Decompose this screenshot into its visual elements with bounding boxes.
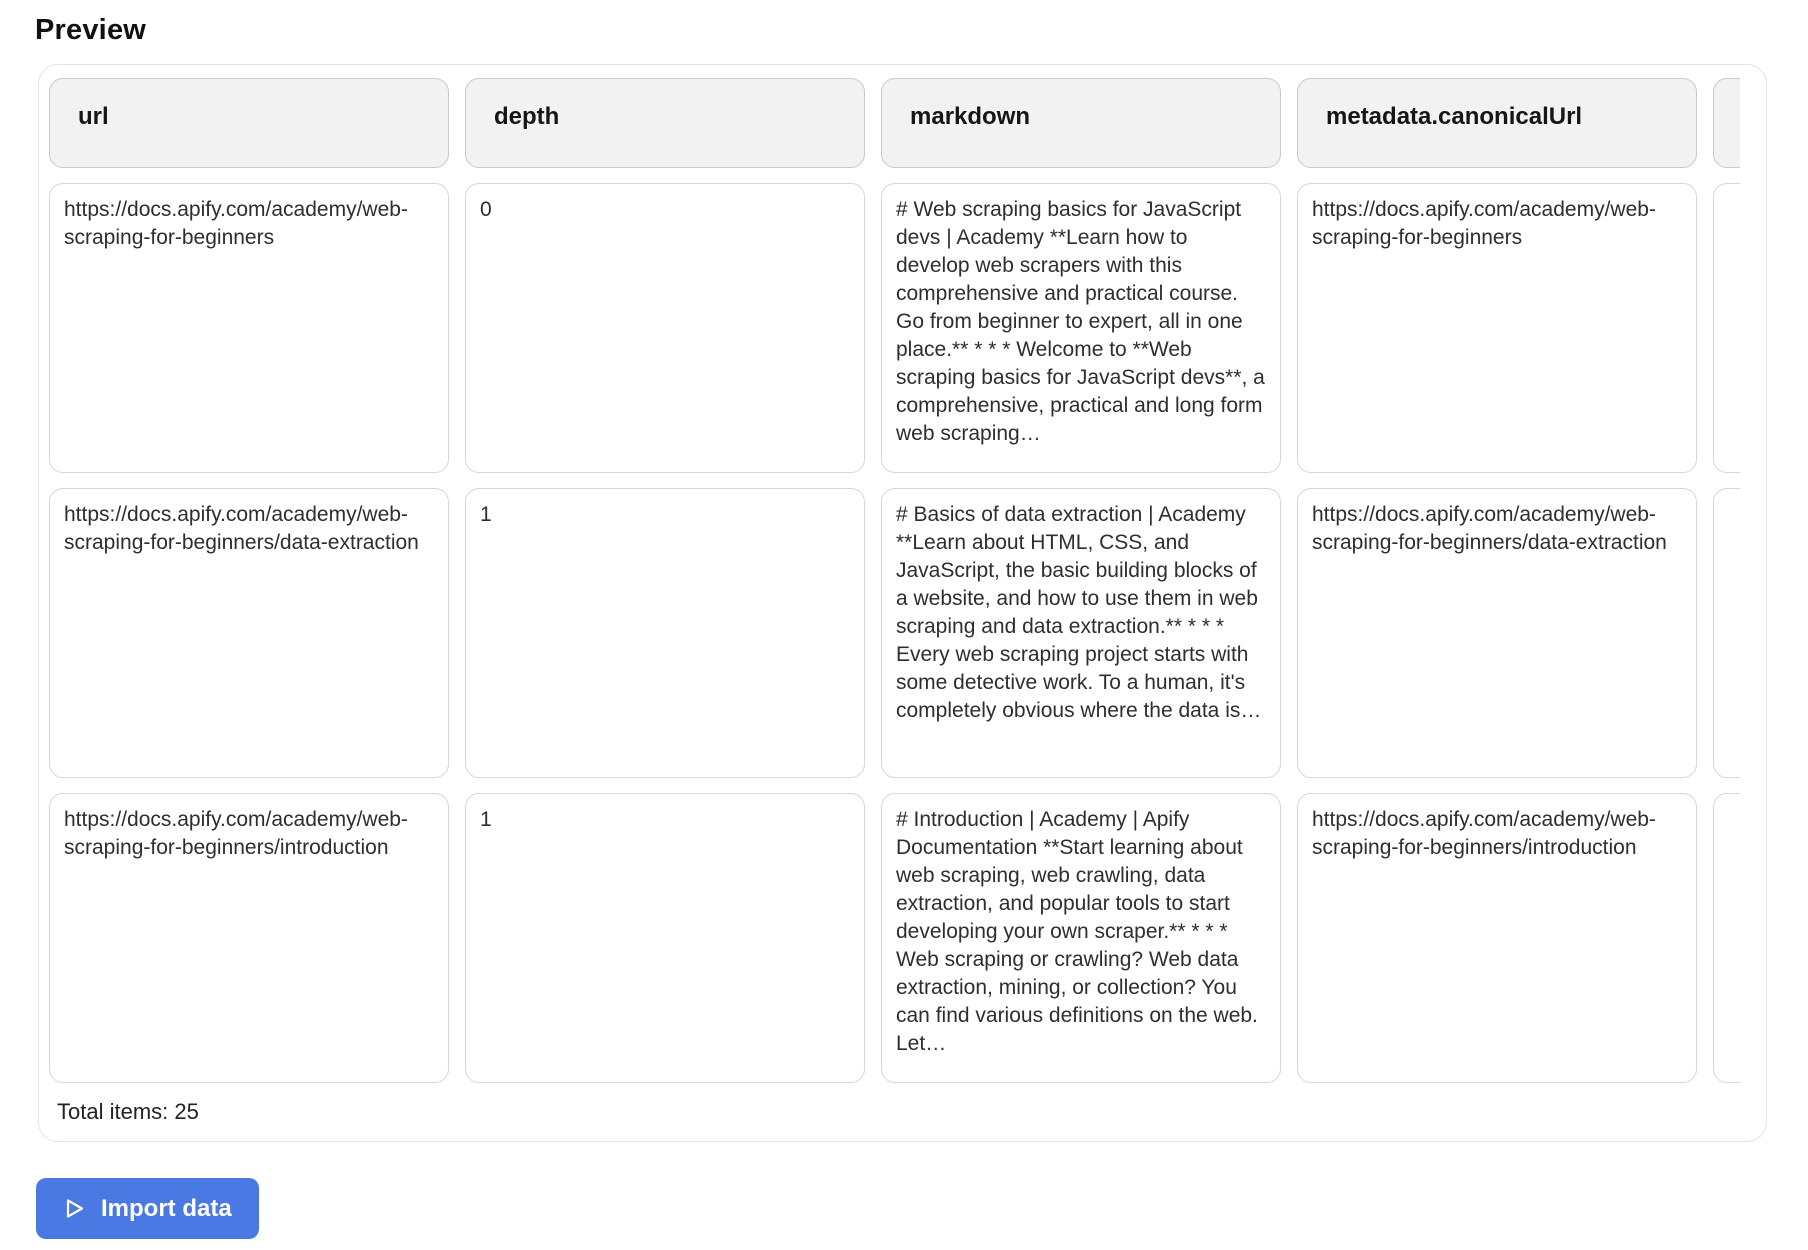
preview-panel bbox=[38, 64, 1767, 1142]
cell-url-row1: https://docs.apify.com/academy/web-scraping-for-beginners bbox=[49, 183, 449, 473]
preview-table-clip bbox=[49, 78, 1740, 1083]
total-items bbox=[57, 1099, 1740, 1125]
play-icon bbox=[63, 1197, 86, 1220]
cell-depth-row3: 1 bbox=[465, 793, 865, 1083]
cell-url-row2: https://docs.apify.com/academy/web-scraping-for-beginners/data-extraction bbox=[49, 488, 449, 778]
cell-markdown-row1: # Web scraping basics for JavaScript devs | Academy **Learn how to develop web scrapers with this comprehensive and practical course. Go from beginner to expert, all in one place.** * * * Welcome to **Web scraping basics for JavaScript devs**, a comprehensive, practical and long form web scraping… bbox=[881, 183, 1281, 473]
cell-markdown-row2: # Basics of data extraction | Academy **Learn about HTML, CSS, and JavaScript, the basic building blocks of a website, and how to use them in web scraping and data extraction.** * * * Every web scraping project starts with some detective work. To a human, it's completely obvious where the data is… bbox=[881, 488, 1281, 778]
cell-depth-row1: 0 bbox=[465, 183, 865, 473]
cell-partial-row1 bbox=[1713, 183, 1740, 473]
column-header-canonical-url: metadata.canonicalUrl bbox=[1297, 78, 1697, 168]
cell-canonical-url-row3: https://docs.apify.com/academy/web-scraping-for-beginners/introduction bbox=[1297, 793, 1697, 1083]
column-header-partial bbox=[1713, 78, 1740, 168]
total-items-count: 25 bbox=[174, 1099, 199, 1124]
column-header-depth: depth bbox=[465, 78, 865, 168]
column-header-url: url bbox=[49, 78, 449, 168]
cell-partial-row2 bbox=[1713, 488, 1740, 778]
import-data-label: Import data bbox=[101, 1194, 232, 1222]
cell-canonical-url-row1: https://docs.apify.com/academy/web-scraping-for-beginners bbox=[1297, 183, 1697, 473]
cell-depth-row2: 1 bbox=[465, 488, 865, 778]
page-title: Preview bbox=[35, 14, 147, 46]
cell-canonical-url-row2: https://docs.apify.com/academy/web-scraping-for-beginners/data-extraction bbox=[1297, 488, 1697, 778]
preview-table bbox=[49, 78, 1740, 1083]
total-items-label: Total items: bbox=[57, 1099, 169, 1124]
cell-url-row3: https://docs.apify.com/academy/web-scraping-for-beginners/introduction bbox=[49, 793, 449, 1083]
cell-partial-row3 bbox=[1713, 793, 1740, 1083]
cell-markdown-row3: # Introduction | Academy | Apify Documentation **Start learning about web scraping, web crawling, data extraction, and popular tools to start developing your own scraper.** * * * Web scraping or crawling? Web data extraction, mining, or collection? You can find various definitions on the web. Let… bbox=[881, 793, 1281, 1083]
column-header-markdown: markdown bbox=[881, 78, 1281, 168]
import-data-button[interactable] bbox=[36, 1178, 259, 1239]
